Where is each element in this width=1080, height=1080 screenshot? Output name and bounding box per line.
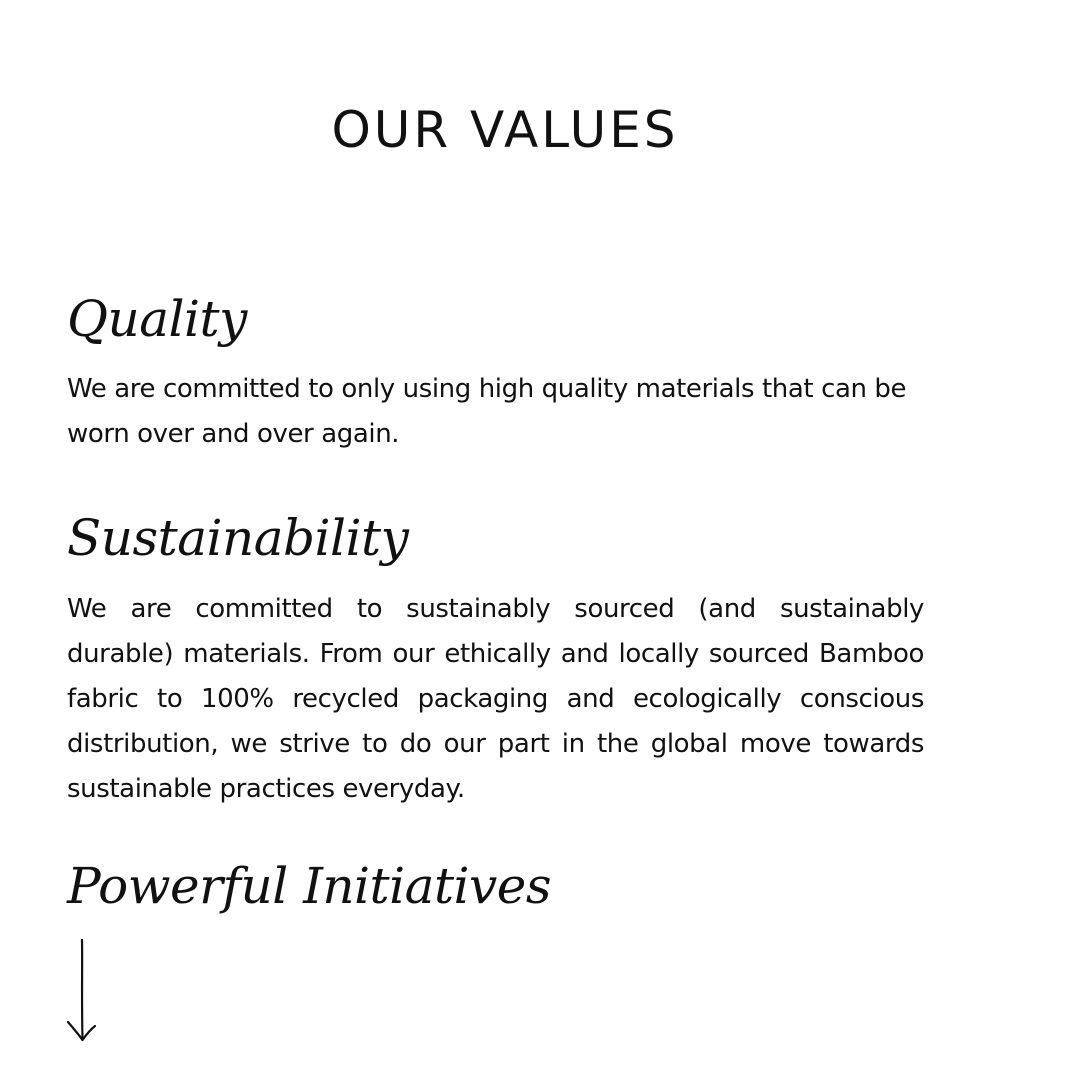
value-heading-powerful-initiatives: Powerful Initiatives [67, 857, 552, 915]
value-heading-sustainability: Sustainability [67, 509, 409, 567]
value-heading-quality: Quality [67, 290, 247, 348]
value-description-sustainability: We are committed to sustainably sourced (and sustainably durable) materials. From our ethically and locally sourced Bamboo fabric to 100% recycled packaging and ecologically conscious distribution, we strive to do our part in the global move towards sustainable practices everyday. [67, 594, 924, 804]
down-arrow-icon [62, 936, 102, 1048]
page-title: OUR VALUES [331, 101, 679, 159]
value-description-quality: We are committed to only using high quality materials that can be worn over and over again. [67, 374, 907, 449]
